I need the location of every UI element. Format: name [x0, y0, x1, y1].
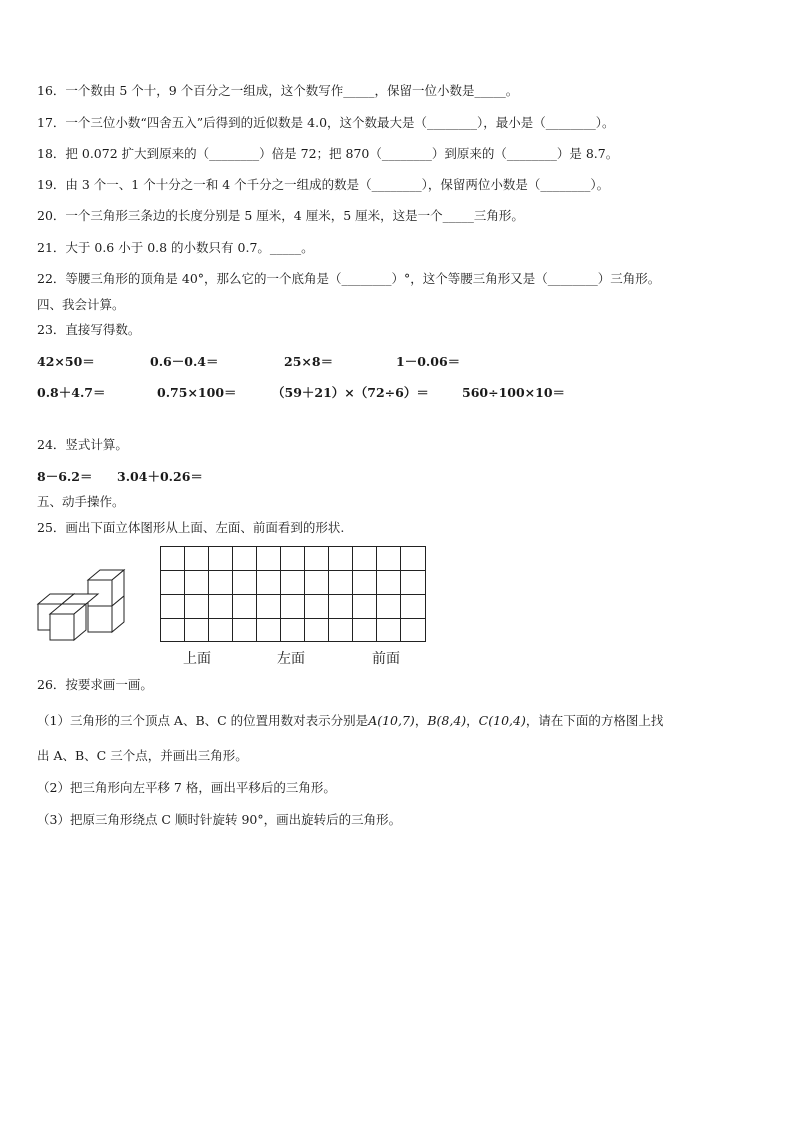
question-26-part-2: （2）把三角形向左平移 7 格，画出平移后的三角形。 [37, 780, 336, 795]
point-a-coord: A(10,7) [368, 713, 415, 728]
section-5-heading: 五、动手操作。 [37, 494, 125, 509]
coord-separator: ， [466, 713, 479, 728]
question-20: 20．一个三角形三条边的长度分别是 5 厘米，4 厘米，5 厘米，这是一个_____三角形。 [37, 208, 524, 223]
question-18: 18．把 0.072 扩大到原来的（________）倍是 72；把 870（________）到原来的（________）是 8.7。 [37, 146, 619, 161]
question-22: 22．等腰三角形的顶角是 40°，那么它的一个底角是（________）°，这个等腰三角形又是（________）三角形。 [37, 271, 661, 286]
question-23: 23．直接写得数。 [37, 322, 141, 337]
question-21: 21．大于 0.6 小于 0.8 的小数只有 0.7。_____。 [37, 240, 314, 255]
question-25: 25．画出下面立体图形从上面、左面、前面看到的形状. [37, 520, 345, 535]
question-17: 17．一个三位小数“四舍五入”后得到的近似数是 4.0，这个数最大是（________），最小是（________）。 [37, 115, 615, 130]
point-c-coord: C(10,4) [478, 713, 526, 728]
question-24: 24．竖式计算。 [37, 437, 128, 452]
coord-separator: ， [414, 713, 428, 728]
calc-item: 0.6－0.4＝ [150, 354, 219, 369]
point-b-coord: B(8,4) [427, 713, 467, 728]
view-label-top: 上面 [183, 651, 211, 667]
question-26: 26．按要求画一画。 [37, 677, 153, 692]
calc-item: 0.8＋4.7＝ [37, 385, 106, 400]
question-16: 16．一个数由 5 个十，9 个百分之一组成，这个数写作_____，保留一位小数是_____。 [37, 83, 519, 98]
calc-item: 1－0.06＝ [396, 354, 461, 369]
calc-item: 0.75×100＝ [157, 385, 237, 400]
calc-item: 25×8＝ [284, 354, 334, 369]
calc-item: 560÷100×10＝ [462, 385, 566, 400]
calc-item: （59＋21）×（72÷6）＝ [272, 385, 429, 400]
part-1-text-a: （1）三角形的三个顶点 A、B、C 的位置用数对表示分别是 [37, 713, 369, 728]
part-1-text-b: ，请在下面的方格图上找 [525, 713, 664, 728]
question-26-part-1-cont: 出 A、B、C 三个点，并画出三角形。 [37, 748, 248, 763]
drawing-grid[interactable] [160, 546, 426, 642]
calc-item: 8－6.2＝ [37, 469, 93, 484]
question-26-part-3: （3）把原三角形绕点 C 顺时针旋转 90°，画出旋转后的三角形。 [37, 812, 402, 827]
calc-item: 3.04＋0.26＝ [117, 469, 203, 484]
view-label-left: 左面 [277, 651, 305, 667]
calc-item: 42×50＝ [37, 354, 95, 369]
question-19: 19．由 3 个一、1 个十分之一和 4 个千分之一组成的数是（________），保留两位小数是（________）。 [37, 177, 610, 192]
view-label-front: 前面 [372, 651, 400, 667]
cube-solid-figure [36, 566, 132, 646]
section-4-heading: 四、我会计算。 [37, 297, 125, 312]
question-26-part-1 [37, 713, 663, 729]
